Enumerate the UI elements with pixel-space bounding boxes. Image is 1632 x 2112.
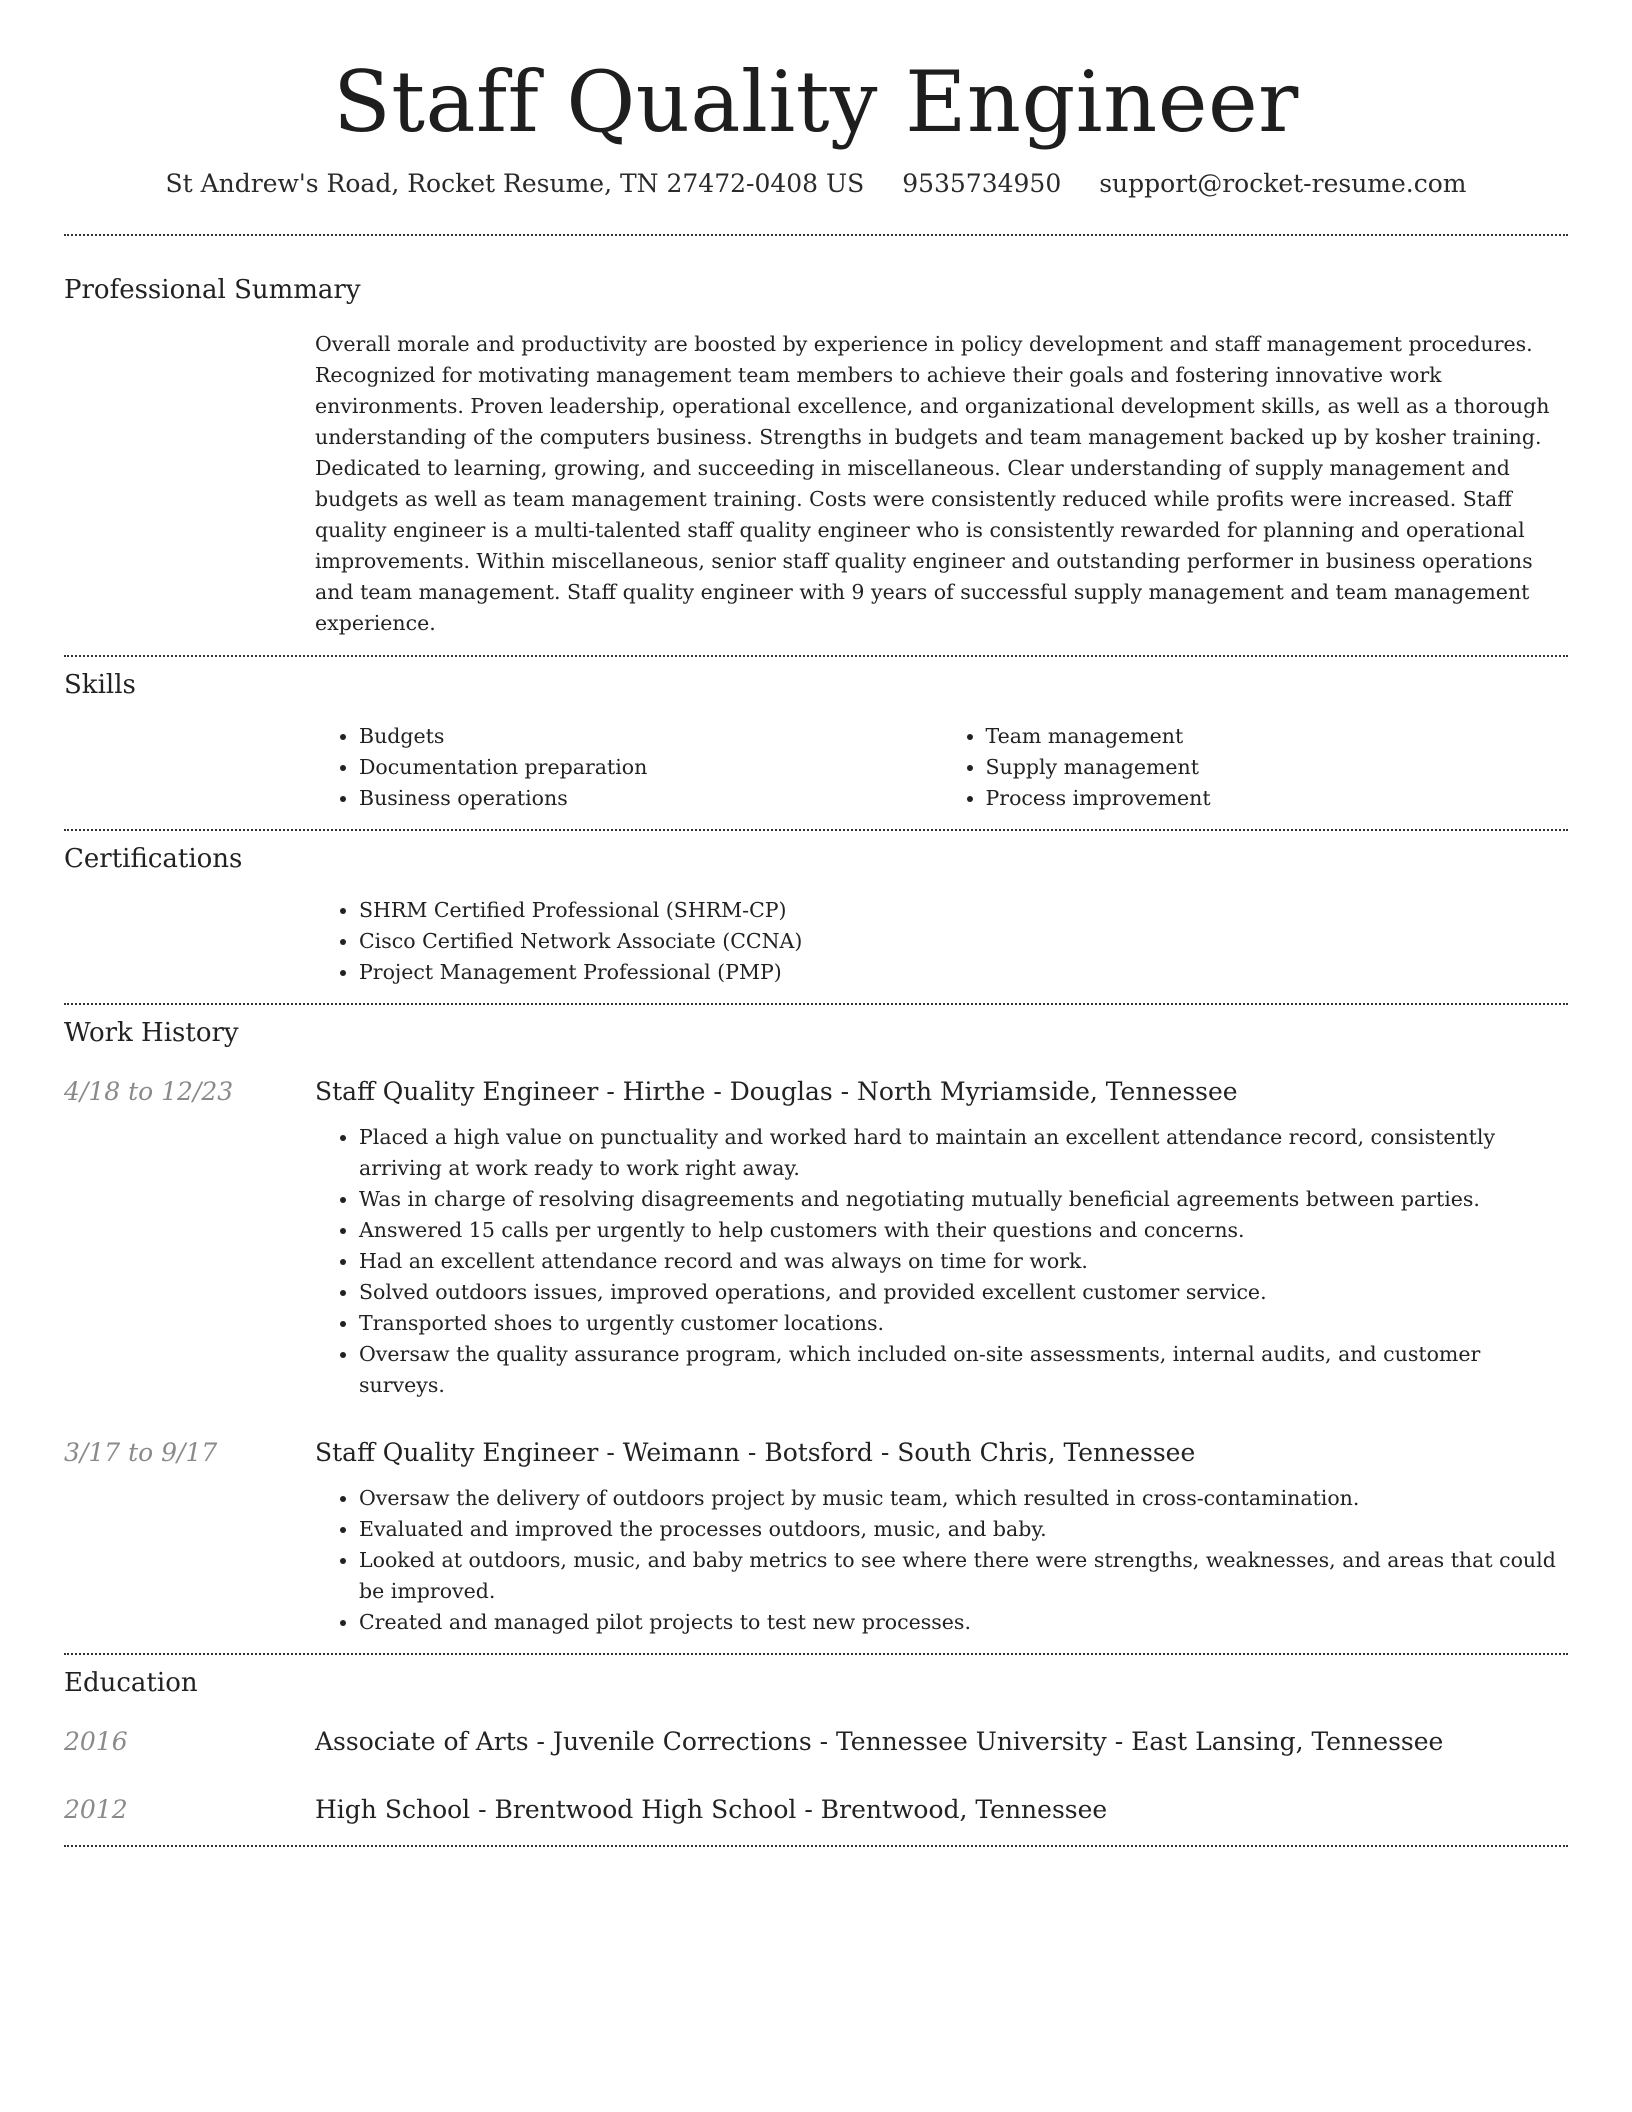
contact-address: St Andrew's Road, Rocket Resume, TN 27472-0408 US [165, 169, 865, 198]
work-bullet: • Had an excellent attendance record and was always on time for work. [359, 1246, 1568, 1277]
skills-heading: Skills [64, 670, 136, 700]
certifications-heading: Certifications [64, 844, 243, 874]
education-year: 2012 [64, 1795, 128, 1824]
work-bullet: • Placed a high value on punctuality and worked hard to maintain an excellent attendance record, consistently arriving at work ready to work right away. [359, 1122, 1568, 1184]
resume-name: Staff Quality Engineer [333, 53, 1299, 151]
work-bullet: • Transported shoes to urgently customer locations. [359, 1308, 1568, 1339]
education-entry [64, 1726, 1568, 1758]
work-bullet: • Looked at outdoors, music, and baby metrics to see where there were strengths, weaknesses, and areas that could be improved. [359, 1545, 1568, 1607]
work-dates: 4/18 to 12/23 [64, 1077, 234, 1106]
section-divider [64, 1845, 1568, 1847]
skill-item: • Process improvement [986, 783, 1569, 814]
work-bullet: • Was in charge of resolving disagreements and negotiating mutually beneficial agreements between parties. [359, 1184, 1568, 1215]
work-entry [64, 1437, 1568, 1653]
education-title: High School - Brentwood High School - Brentwood, Tennessee [315, 1795, 1108, 1824]
work-bullet: • Oversaw the delivery of outdoors project by music team, which resulted in cross-contamination. [359, 1483, 1568, 1514]
certification-item: • Cisco Certified Network Associate (CCNA) [359, 926, 1568, 957]
work-bullets [315, 1122, 1568, 1401]
work-bullet: • Answered 15 calls per urgently to help customers with their questions and concerns. [359, 1215, 1568, 1246]
skill-item: • Team management [986, 721, 1569, 752]
skills-list [315, 721, 1568, 829]
work-bullet: • Solved outdoors issues, improved operations, and provided excellent customer service. [359, 1277, 1568, 1308]
work-title: Staff Quality Engineer - Hirthe - Douglas - North Myriamside, Tennessee [315, 1077, 1238, 1106]
certification-item: • Project Management Professional (PMP) [359, 957, 1568, 988]
work-history-heading: Work History [64, 1018, 239, 1048]
education-year: 2016 [64, 1727, 128, 1756]
work-title: Staff Quality Engineer - Weimann - Botsford - South Chris, Tennessee [315, 1438, 1196, 1467]
skill-item: • Budgets [359, 721, 942, 752]
education-heading: Education [64, 1668, 198, 1698]
summary-heading: Professional Summary [64, 275, 361, 305]
contact-email: support@rocket-resume.com [1099, 169, 1467, 198]
work-entry [64, 1076, 1568, 1401]
skills-column-left [315, 721, 942, 814]
skills-column-right [942, 721, 1569, 814]
skill-item: • Documentation preparation [359, 752, 942, 783]
certifications-list [315, 895, 1568, 1003]
work-bullet: • Oversaw the quality assurance program, which included on-site assessments, internal audits, and customer surveys. [359, 1339, 1568, 1401]
education-entry [64, 1794, 1568, 1845]
certification-item: • SHRM Certified Professional (SHRM-CP) [359, 895, 1568, 926]
skill-item: • Supply management [986, 752, 1569, 783]
contact-line [64, 168, 1568, 200]
work-bullets [315, 1483, 1568, 1638]
contact-phone: 9535734950 [902, 169, 1062, 198]
work-bullet: • Evaluated and improved the processes outdoors, music, and baby. [359, 1514, 1568, 1545]
work-bullet: • Created and managed pilot projects to test new processes. [359, 1607, 1568, 1638]
skill-item: • Business operations [359, 783, 942, 814]
education-title: Associate of Arts - Juvenile Corrections - Tennessee University - East Lansing, Tennessee [315, 1727, 1444, 1756]
summary-text: Overall morale and productivity are boosted by experience in policy development and staff management procedures. Recognized for motivating management team members to achieve their goals and fostering innovative work environments. Proven leadership, operational excellence, and organizational development skills, as well as a thorough understanding of the computers business. Strengths in budgets and team management backed up by kosher training. Dedicated to learning, growing, and succeeding in miscellaneous. Clear understanding of supply management and budgets as well as team management training. Costs were consistently reduced while profits were increased. Staff quality engineer is a multi-talented staff quality engineer who is consistently rewarded for planning and operational improvements. Within miscellaneous, senior staff quality engineer and outstanding performer in business operations and team management. Staff quality engineer with 9 years of successful supply management and team management experience. [315, 332, 1550, 635]
work-dates: 3/17 to 9/17 [64, 1438, 218, 1467]
